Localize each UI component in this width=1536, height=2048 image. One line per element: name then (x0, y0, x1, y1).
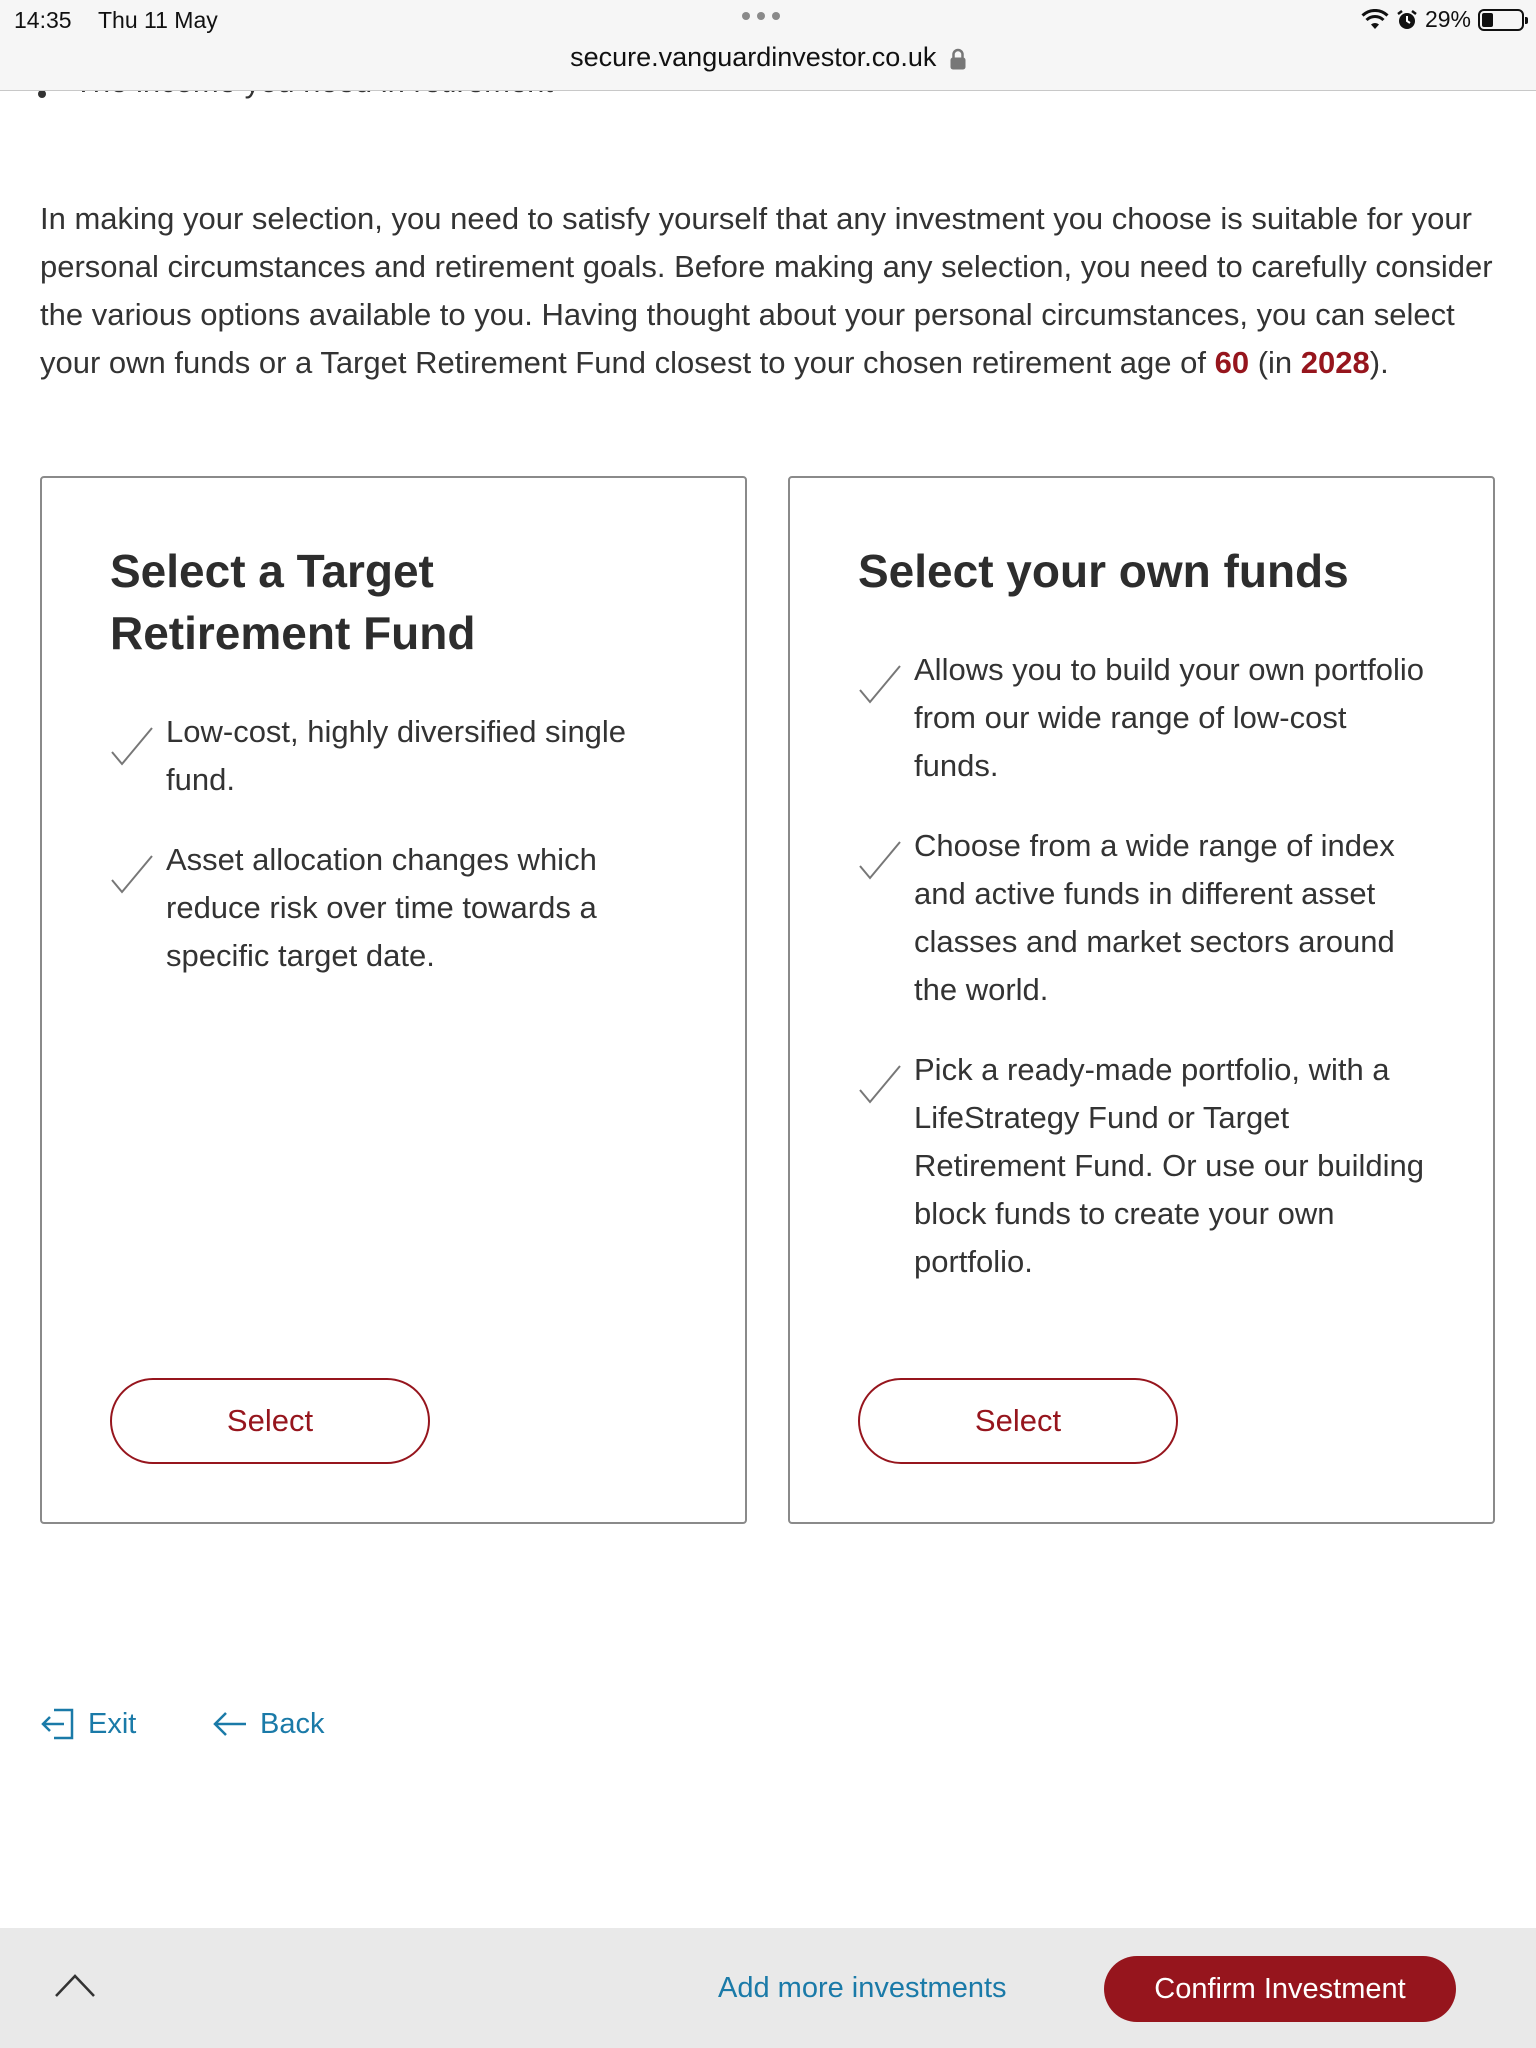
card-title: Select a Target Retirement Fund (110, 545, 476, 659)
bottom-action-bar (0, 1928, 1536, 2048)
bullet-dot (38, 90, 46, 98)
multitasking-dots[interactable] (742, 12, 780, 20)
select-target-fund-button[interactable]: Select (110, 1378, 430, 1464)
status-date: Thu 11 May (98, 7, 218, 33)
card-title: Select your own funds (858, 545, 1349, 597)
check-icon (858, 1064, 902, 1108)
feature-text: Choose from a wide range of index and active funds in different asset classes and market sectors around the world. (914, 828, 1395, 1007)
check-icon (858, 840, 902, 884)
feature-text: Low-cost, highly diversified single fund. (166, 714, 627, 797)
wifi-icon (1361, 9, 1389, 31)
feature-list (858, 646, 1438, 1318)
url-text: secure.vanguardinvestor.co.uk (570, 42, 937, 72)
select-own-funds-button[interactable]: Select (858, 1378, 1178, 1464)
feature-list (110, 708, 690, 1012)
own-funds-card (788, 476, 1495, 1524)
feature-item (110, 836, 690, 980)
confirm-investment-button[interactable]: Confirm Investment (1104, 1956, 1456, 2022)
status-indicators (1361, 6, 1524, 33)
lock-icon (950, 48, 966, 70)
feature-text: Asset allocation changes which reduce risk over time towards a specific target date. (166, 842, 597, 973)
alarm-icon (1396, 9, 1418, 31)
chevron-up-icon[interactable] (54, 1972, 96, 1998)
feature-text: Pick a ready-made portfolio, with a LifeStrategy Fund or Target Retirement Fund. Or use our building block funds to create your own portfolio. (914, 1052, 1425, 1279)
battery-level (1482, 13, 1493, 27)
add-more-investments-link[interactable]: Add more investments (718, 1972, 1007, 2004)
exit-icon (40, 1706, 76, 1742)
feature-item (858, 1046, 1438, 1286)
target-retirement-card (40, 476, 747, 1524)
status-time: 14:35 (14, 7, 72, 33)
battery-icon (1478, 9, 1524, 31)
battery-percent: 29% (1424, 6, 1471, 32)
feature-item (858, 822, 1438, 1014)
back-arrow-icon (212, 1706, 248, 1742)
back-label: Back (260, 1707, 325, 1740)
intro-paragraph (40, 195, 1500, 387)
back-link[interactable] (212, 1706, 324, 1742)
check-icon (110, 726, 154, 770)
feature-text: Allows you to build your own portfolio from our wide range of low-cost funds. (914, 652, 1425, 783)
retirement-age: 60 (1214, 345, 1250, 380)
exit-label: Exit (88, 1707, 137, 1740)
check-icon (858, 664, 902, 708)
retirement-year: 2028 (1300, 345, 1370, 380)
intro-text: In making your selection, you need to satisfy yourself that any investment you choose is suitable for your personal circumstances and retirement goals. Before making any selection, you need to carefully consider the various options available to you. Having thought about your personal circumstances, you can select your own funds or a Target Retirement Fund closest to your chosen retirement age of (40, 201, 1493, 380)
intro-text-end: ). (1369, 345, 1389, 380)
address-bar[interactable] (0, 42, 1536, 73)
exit-link[interactable] (40, 1706, 136, 1742)
browser-top-bar (0, 0, 1536, 91)
intro-text-middle: (in (1249, 345, 1301, 380)
check-icon (110, 854, 154, 898)
feature-item (858, 646, 1438, 790)
feature-item (110, 708, 690, 804)
